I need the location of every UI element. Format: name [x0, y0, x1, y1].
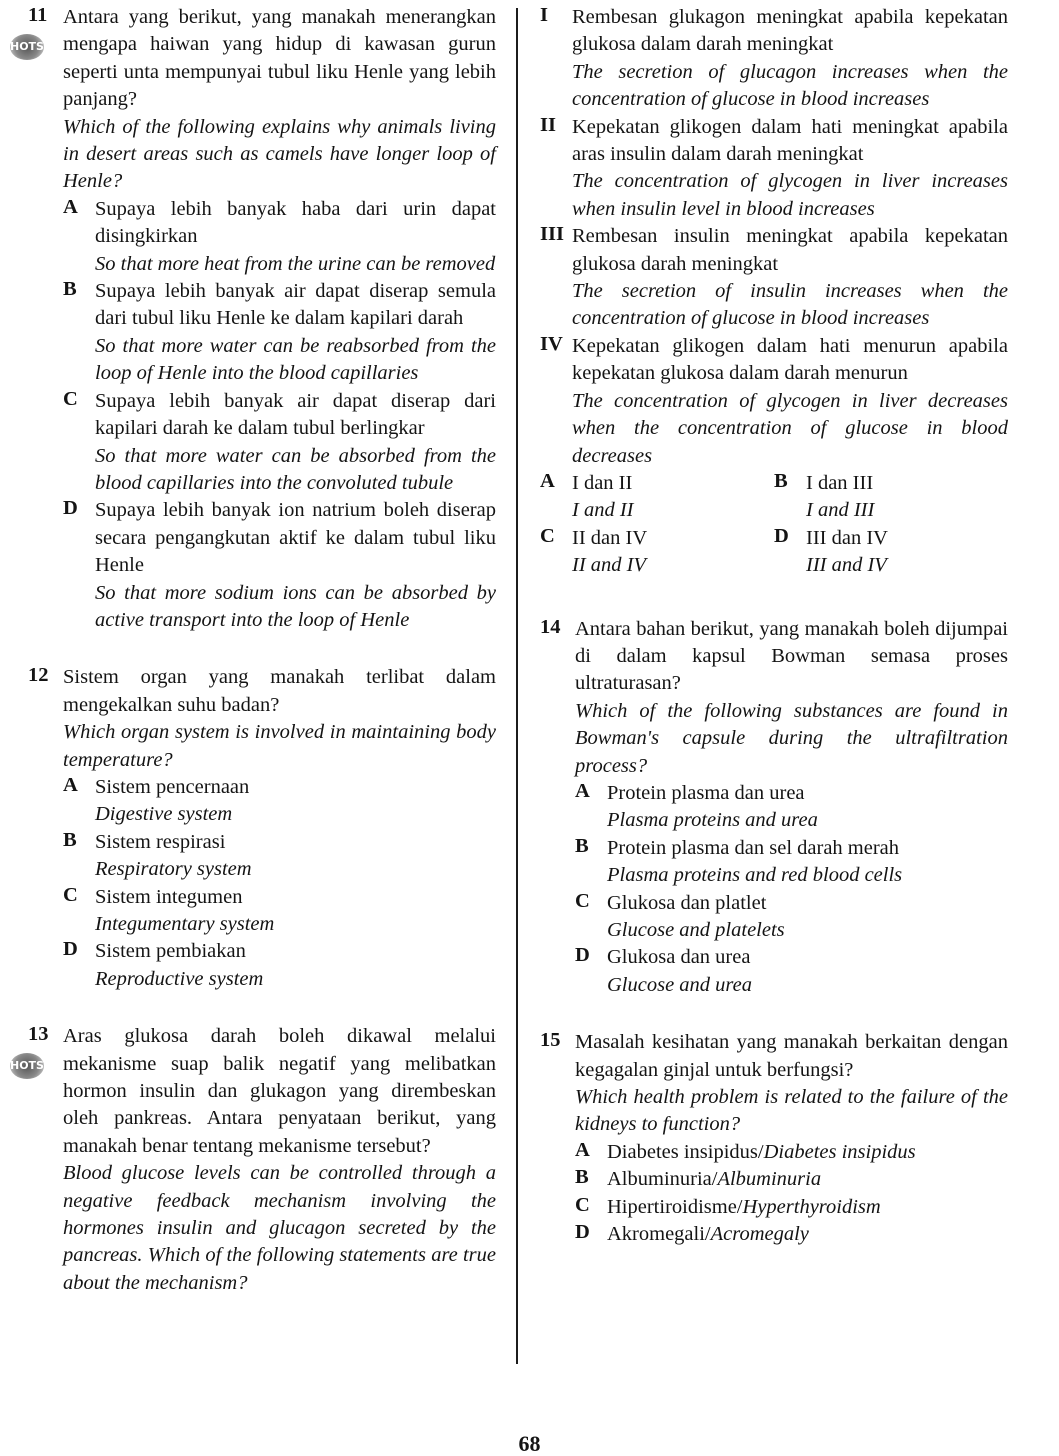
question-14	[540, 616, 1008, 1000]
option-row	[540, 525, 1008, 580]
hots-badge: HOTS	[10, 34, 44, 60]
option-text-ms: Sistem respirasi	[95, 830, 226, 853]
option-text-ms: Supaya lebih banyak haba dari urin dapat disingkirkan	[95, 197, 496, 248]
question-15	[540, 1029, 1008, 1248]
question-text-en: Which health problem is related to the failure of the kidneys to function?	[575, 1086, 1008, 1136]
statement-ii	[540, 114, 1008, 224]
option-c[interactable]	[575, 890, 1008, 945]
question-11	[10, 4, 496, 634]
question-text-ms: Antara bahan berikut, yang manakah boleh dijumpai di dalam kapsul Bowman semasa proses ultraturasan?	[575, 617, 1008, 695]
option-text-en: Plasma proteins and red blood cells	[607, 864, 903, 887]
option-text-ms: Supaya lebih banyak air dapat diserap semula dari tubul liku Henle ke dalam kapilari darah	[95, 280, 496, 330]
option-text-en: Glucose and urea	[607, 973, 752, 996]
option-text-en: So that more sodium ions can be absorbed by active transport into the loop of Henle	[95, 581, 496, 631]
statement-text-en: The concentration of glycogen in liver increases when insulin level in blood increases	[572, 170, 1008, 220]
statement-text-ms: Rembesan insulin meningkat apabila kepekatan glukosa darah meningkat	[572, 225, 1008, 275]
option-letter: A	[63, 773, 78, 796]
option-text-ms: Diabetes insipidus/	[607, 1140, 764, 1163]
option-c[interactable]	[63, 884, 496, 939]
statement-numeral: IV	[540, 332, 563, 355]
statement-numeral: II	[540, 113, 556, 136]
option-text-en: Hyperthyroidism	[742, 1195, 881, 1218]
statement-numeral: I	[540, 4, 548, 26]
option-b[interactable]	[575, 1166, 1008, 1193]
option-text-ms: III dan IV	[806, 526, 888, 549]
option-text-ms: Sistem pencernaan	[95, 775, 250, 798]
statement-text-en: The secretion of insulin increases when the concentration of glucose in blood increases	[572, 280, 1008, 330]
option-letter: A	[63, 195, 78, 218]
question-text-ms: Sistem organ yang manakah terlibat dalam mengekalkan suhu badan?	[63, 666, 496, 716]
option-c[interactable]	[575, 1194, 1008, 1221]
hots-badge: HOTS	[10, 1053, 44, 1079]
option-letter: C	[575, 889, 590, 912]
option-text-en: So that more heat from the urine can be removed	[95, 252, 496, 275]
option-letter: C	[63, 883, 78, 906]
option-text-en: Glucose and platelets	[607, 919, 785, 941]
option-d[interactable]	[63, 497, 496, 634]
option-a[interactable]	[575, 1139, 1008, 1166]
question-number: 12	[28, 664, 49, 687]
page-number: 68	[518, 1432, 541, 1456]
option-d[interactable]	[575, 944, 1008, 999]
question-number: 11	[28, 4, 48, 26]
question-number: 14	[540, 615, 561, 638]
statement-text-en: The secretion of glucagon increases when the concentration of glucose in blood increases	[572, 60, 1008, 111]
option-text-ms: Protein plasma dan sel darah merah	[607, 836, 900, 859]
statement-text-ms: Rembesan glukagon meningkat apabila kepekatan glukosa dalam darah meningkat	[572, 6, 1008, 56]
option-letter: B	[63, 828, 77, 851]
left-column	[10, 4, 496, 1297]
option-text-ms: Sistem integumen	[95, 885, 243, 908]
statement-text-ms: Kepekatan glikogen dalam hati menurun apabila kepekatan glukosa dalam darah menurun	[572, 334, 1008, 385]
question-number: 15	[540, 1029, 561, 1052]
option-letter: D	[575, 944, 590, 967]
option-letter: B	[575, 834, 589, 857]
statement-text-ms: Kepekatan glikogen dalam hati meningkat apabila aras insulin dalam darah meningkat	[572, 115, 1008, 166]
option-letter: A	[540, 469, 555, 492]
question-text-en: Which organ system is involved in maintaining body temperature?	[63, 721, 496, 771]
option-a[interactable]	[63, 196, 496, 278]
option-text-en: Respiratory system	[95, 858, 252, 881]
option-text-en: Albuminuria	[717, 1168, 822, 1191]
option-text-en: I and III	[806, 499, 875, 522]
option-letter: C	[63, 387, 78, 410]
option-text-en: Digestive system	[95, 803, 233, 826]
option-letter: A	[575, 1138, 590, 1161]
option-c[interactable]	[540, 525, 774, 580]
option-text-en: Diabetes insipidus	[763, 1140, 916, 1163]
statement-iii	[540, 223, 1008, 333]
option-b[interactable]	[774, 470, 1008, 525]
option-text-en: Integumentary system	[95, 913, 275, 935]
option-a[interactable]	[63, 774, 496, 829]
question-text-ms: Masalah kesihatan yang manakah berkaitan dengan kegagalan ginjal untuk berfungsi?	[575, 1031, 1008, 1081]
option-text-en: II and IV	[572, 554, 647, 577]
option-text-ms: Akromegali/	[607, 1223, 711, 1246]
option-text-en: Reproductive system	[95, 967, 264, 990]
option-letter: D	[63, 497, 78, 520]
question-text-ms: Antara yang berikut, yang manakah menerangkan mengapa haiwan yang hidup di kawasan gurun seperti unta mempunyai tubul liku Henle yang lebih panjang?	[63, 6, 496, 111]
option-a[interactable]	[575, 780, 1008, 835]
option-letter: B	[575, 1166, 589, 1189]
question-text-ms: Aras glukosa darah boleh dikawal melalui mekanisme suap balik negatif yang melibatkan hormon insulin dan glukagon yang dirembeskan oleh pankreas. Antara penyataan berikut, yang manakah benar tentang mekanisme tersebut?	[63, 1025, 496, 1157]
question-text-en: Which of the following explains why animals living in desert areas such as camels have longer loop of Henle?	[63, 115, 496, 193]
question-text-en: Which of the following substances are found in Bowman's capsule during the ultrafiltration process?	[575, 699, 1008, 777]
column-divider	[516, 8, 518, 1364]
option-b[interactable]	[575, 835, 1008, 890]
option-letter: B	[774, 469, 788, 492]
question-12	[28, 664, 496, 993]
option-text-en: III and IV	[806, 554, 887, 577]
option-text-ms: I dan II	[572, 471, 633, 494]
option-b[interactable]	[63, 829, 496, 884]
option-d[interactable]	[575, 1221, 1008, 1248]
option-text-en: Plasma proteins and urea	[607, 809, 818, 832]
option-text-ms: Glukosa dan platlet	[607, 891, 767, 914]
option-c[interactable]	[63, 388, 496, 498]
option-letter: D	[63, 938, 78, 961]
option-letter: D	[575, 1221, 590, 1244]
option-letter: C	[575, 1193, 590, 1216]
option-text-ms: Sistem pembiakan	[95, 940, 246, 963]
option-d[interactable]	[63, 938, 496, 993]
statement-i	[540, 4, 1008, 114]
option-text-en: Acromegaly	[710, 1223, 809, 1246]
option-b[interactable]	[63, 278, 496, 388]
option-text-ms: II dan IV	[572, 526, 648, 549]
option-text-ms: Albuminuria/	[607, 1168, 718, 1191]
option-text-ms: I dan III	[806, 471, 874, 494]
option-text-en: So that more water can be absorbed from the blood capillaries into the convoluted tubule	[95, 444, 496, 494]
option-text-en: So that more water can be reabsorbed from the loop of Henle into the blood capillaries	[95, 334, 496, 385]
question-number: 13	[28, 1023, 49, 1046]
option-letter: B	[63, 278, 77, 301]
option-row	[540, 470, 1008, 525]
question-text-en: Blood glucose levels can be controlled through a negative feedback mechanism involving the hormones insulin and glucagon secreted by the pancreas. Which of the following statements are true about the mechanism?	[63, 1162, 496, 1294]
option-text-ms: Supaya lebih banyak air dapat diserap dari kapilari darah ke dalam tubul berlingkar	[95, 389, 496, 440]
statement-iv	[540, 333, 1008, 470]
option-text-ms: Glukosa dan urea	[607, 946, 751, 969]
option-letter: D	[774, 524, 789, 547]
statement-text-en: The concentration of glycogen in liver decreases when the concentration of glucose in blood decreases	[572, 389, 1008, 467]
option-d[interactable]	[774, 525, 1008, 580]
option-text-ms: Protein plasma dan urea	[607, 781, 805, 804]
option-text-en: I and II	[572, 499, 634, 522]
right-column	[540, 4, 1008, 1248]
question-13-statements	[540, 4, 1008, 580]
option-text-ms: Supaya lebih banyak ion natrium boleh diserap secara pengangkutan aktif ke dalam tubul liku Henle	[95, 499, 496, 577]
option-letter: C	[540, 524, 555, 547]
question-13	[10, 1023, 496, 1297]
statement-numeral: III	[540, 223, 564, 246]
option-a[interactable]	[540, 470, 774, 525]
option-text-ms: Hipertiroidisme/	[607, 1195, 743, 1218]
option-letter: A	[575, 779, 590, 802]
